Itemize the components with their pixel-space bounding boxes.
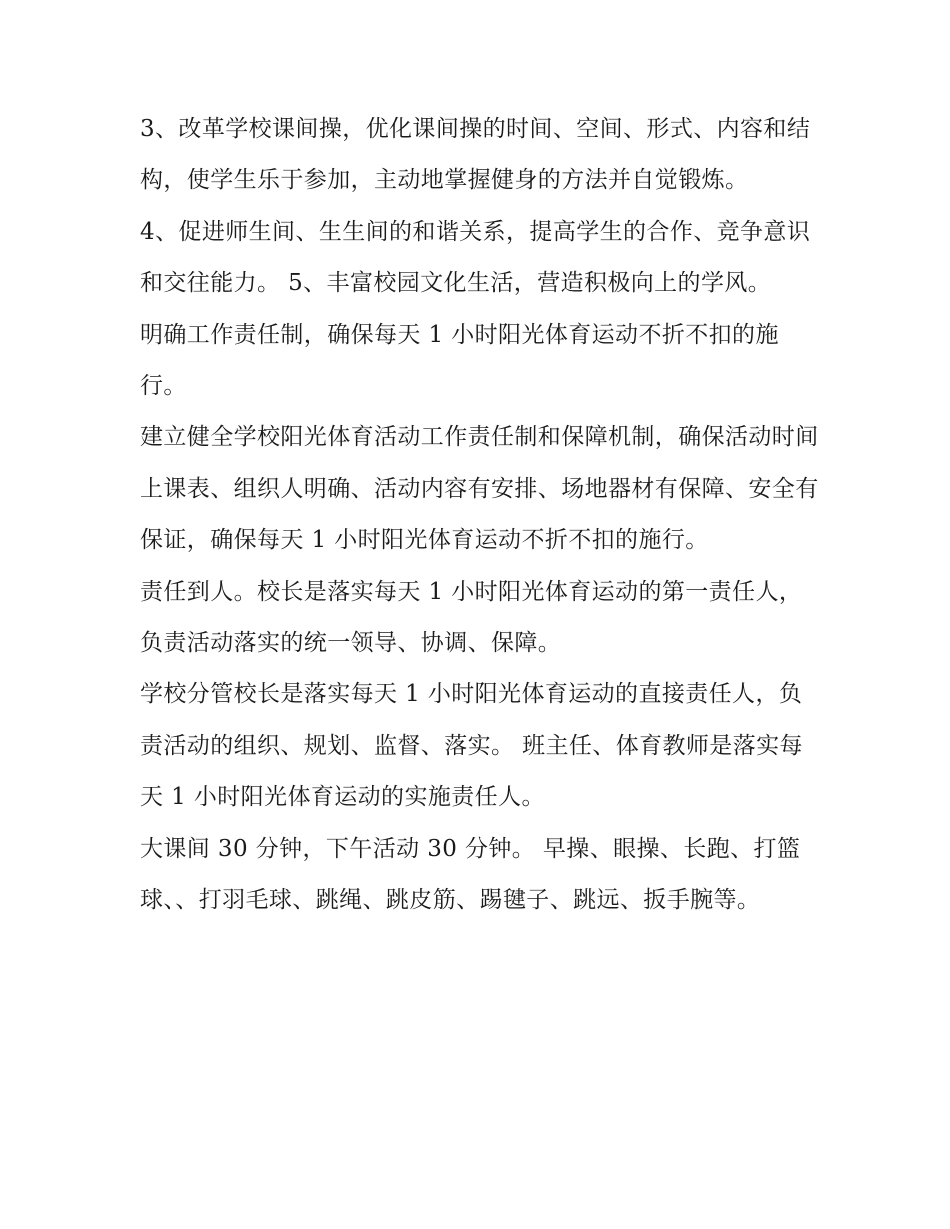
document-body bbox=[140, 104, 820, 927]
paragraph-principal-responsibility: 责任到人。校长是落实每天 1 小时阳光体育运动的第一责任人，负责活动落实的统一领导、协调、保障。 bbox=[140, 578, 803, 657]
paragraph-relationships-and-culture: 4、促进师生间、生生间的和谐关系，提高学生的合作、竞争意识和交往能力。 5、丰富校园文化生活，营造积极向上的学风。 bbox=[140, 218, 811, 297]
paragraph-morning-exercise-reform: 3、改革学校课间操，优化课间操的时间、空间、形式、内容和结构，使学生乐于参加，主动地掌握健身的方法并自觉锻炼。 bbox=[140, 116, 811, 194]
paragraph-activity-schedule: 大课间 30 分钟，下午活动 30 分钟。 早操、眼操、长跑、打篮球、、打羽毛球、跳绳、跳皮筋、踢毽子、跳远、扳手腕等。 bbox=[140, 835, 801, 914]
paragraph-responsibility-system: 明确工作责任制，确保每天 1 小时阳光体育运动不折不扣的施行。 bbox=[140, 321, 779, 400]
paragraph-vice-principal-responsibility: 学校分管校长是落实每天 1 小时阳光体育运动的直接责任人，负责活动的组织、规划、监督、落实。 班主任、体育教师是落实每天 1 小时阳光体育运动的实施责任人。 bbox=[140, 681, 803, 811]
paragraph-guarantee-mechanism: 建立健全学校阳光体育活动工作责任制和保障机制，确保活动时间上课表、组织人明确、活动内容有安排、场地器材有保障、安全有保证，确保每天 1 小时阳光体育运动不折不扣的施行。 bbox=[140, 424, 819, 554]
